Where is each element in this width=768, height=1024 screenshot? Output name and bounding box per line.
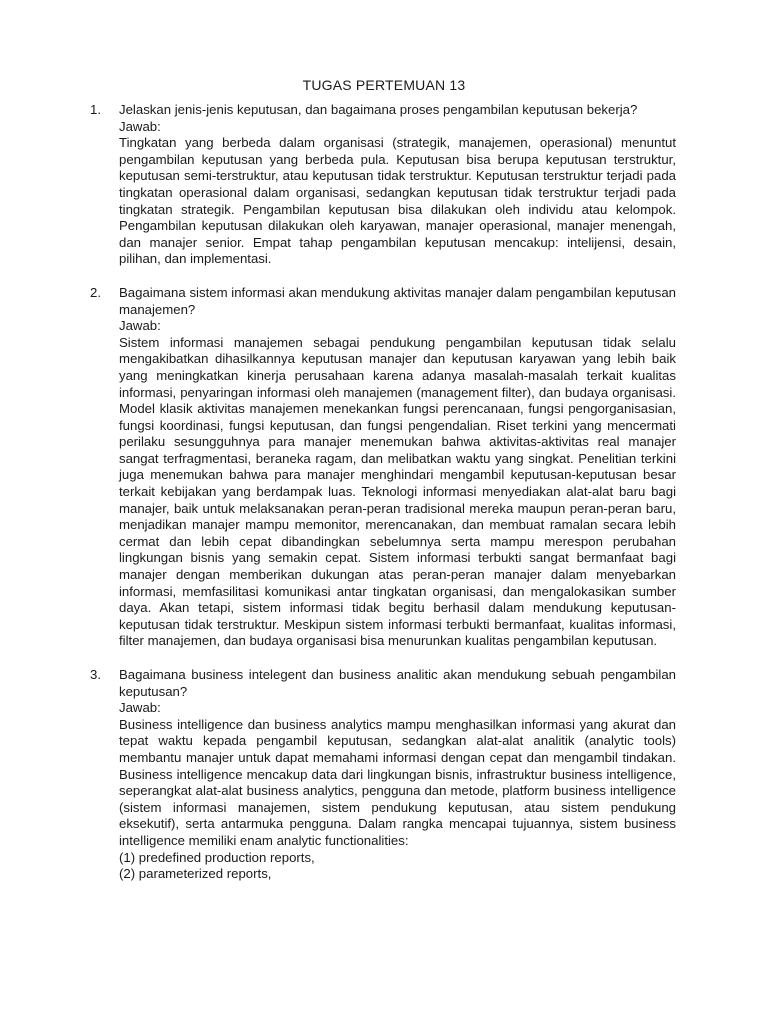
- question-text: Bagaimana business intelegent dan business analitic akan mendukung sebuah pengambilan keputusan?: [119, 667, 676, 699]
- question-item-2: [90, 285, 676, 650]
- question-item-3: [90, 667, 676, 883]
- question-number: 3.: [90, 667, 101, 682]
- answer-text: Business intelligence dan business analytics mampu menghasilkan informasi yang akurat dan tepat waktu kepada pengambil keputusan, sedangkan alat-alat analitik (analytic tools) membantu manajer untuk dapat memahami informasi dengan cepat dan mengambil tindakan. Business intelligence mencakup data dari lingkungan bisnis, infrastruktur business intelligence, seperangkat alat-alat business analytics, pengguna dan metode, platform business intelligence (sistem informasi manajemen, sistem pendukung keputusan, atau sistem pendukung eksekutif), serta antarmuka pengguna. Dalam rangka mencapai tujuannya, sistem business intelligence memiliki enam analytic functionalities:: [119, 716, 676, 848]
- answer-text: Tingkatan yang berbeda dalam organisasi (strategik, manajemen, operasional) menuntut pengambilan keputusan yang berbeda pula. Keputusan bisa berupa keputusan terstruktur, keputusan semi-terstruktur, atau keputusan tidak terstruktur. Keputusan terstruktur terjadi pada tingkatan operasional dalam organisasi, sedangkan keputusan tidak terstruktur terjadi pada tingkatan strategik. Pengambilan keputusan bisa dilakukan oleh individu atau kelompok. Pengambilan keputusan dilakukan oleh karyawan, manajer operasional, manajer menengah, dan manajer senior. Empat tahap pengambilan keputusan mencakup: intelijensi, desain, pilihan, dan implementasi.: [119, 135, 676, 267]
- list-item: (1) predefined production reports,: [119, 849, 315, 865]
- answer-text: Sistem informasi manajemen sebagai pendukung pengambilan keputusan tidak selalu mengakibatkan dihasilkannya keputusan manajer dan keputusan karyawan yang lebih baik yang meningkatkan kinerja perusahaan karena adanya masalah-masalah terkait kualitas informasi, penyaringan informasi oleh manajemen (management filter), dan budaya organisasi. Model klasik aktivitas manajemen menekankan fungsi perencanaan, fungsi pengorganisasian, fungsi koordinasi, fungsi keputusan, dan fungsi pengendalian. Riset terkini yang mencermati perilaku sesungguhnya para manajer menemukan bahwa aktivitas-aktivitas real manajer sangat terfragmentasi, beraneka ragam, dan melibatkan waktu yang singkat. Penelitian terkini juga menemukan bahwa para manajer menghindari mengambil keputusan-keputusan besar terkait kebijakan yang berdampak luas. Teknologi informasi menyediakan alat-alat baru bagi manajer, baik untuk melaksanakan peran-peran tradisional mereka maupun peran-peran baru, menjadikan manajer mampu memonitor, merencanakan, dan membuat ramalan secara lebih cermat dan lebih cepat dibandingkan sebelumnya serta mampu merespon perubahan lingkungan bisnis yang semakin cepat. Sistem informasi terbukti sangat bermanfaat bagi manajer dengan memberikan dukungan atas peran-peran manajer dalam menyebarkan informasi, memfasilitasi komunikasi antar tingkatan organisasi, dan mengalokasikan sumber daya. Akan tetapi, sistem informasi tidak begitu berhasil dalam mendukung keputusan-keputusan tidak terstruktur. Meskipun sistem informasi terbukti bermanfaat, kualitas informasi, filter manajemen, dan budaya organisasi bisa menurunkan kualitas pengambilan keputusan.: [119, 334, 676, 649]
- answer-label: Jawab:: [119, 318, 161, 334]
- question-text: Bagaimana sistem informasi akan mendukung aktivitas manajer dalam pengambilan keputusan manajemen?: [119, 284, 676, 317]
- question-text: Jelaskan jenis-jenis keputusan, dan bagaimana proses pengambilan keputusan bekerja?: [119, 102, 638, 117]
- question-number: 1.: [90, 102, 101, 117]
- question-number: 2.: [90, 284, 101, 300]
- list-item: (2) parameterized reports,: [119, 866, 272, 882]
- document-title: TUGAS PERTEMUAN 13: [302, 77, 466, 93]
- question-item-1: [90, 102, 676, 268]
- answer-label: Jawab:: [119, 118, 161, 134]
- answer-label: Jawab:: [119, 700, 161, 716]
- question-list: [90, 102, 676, 900]
